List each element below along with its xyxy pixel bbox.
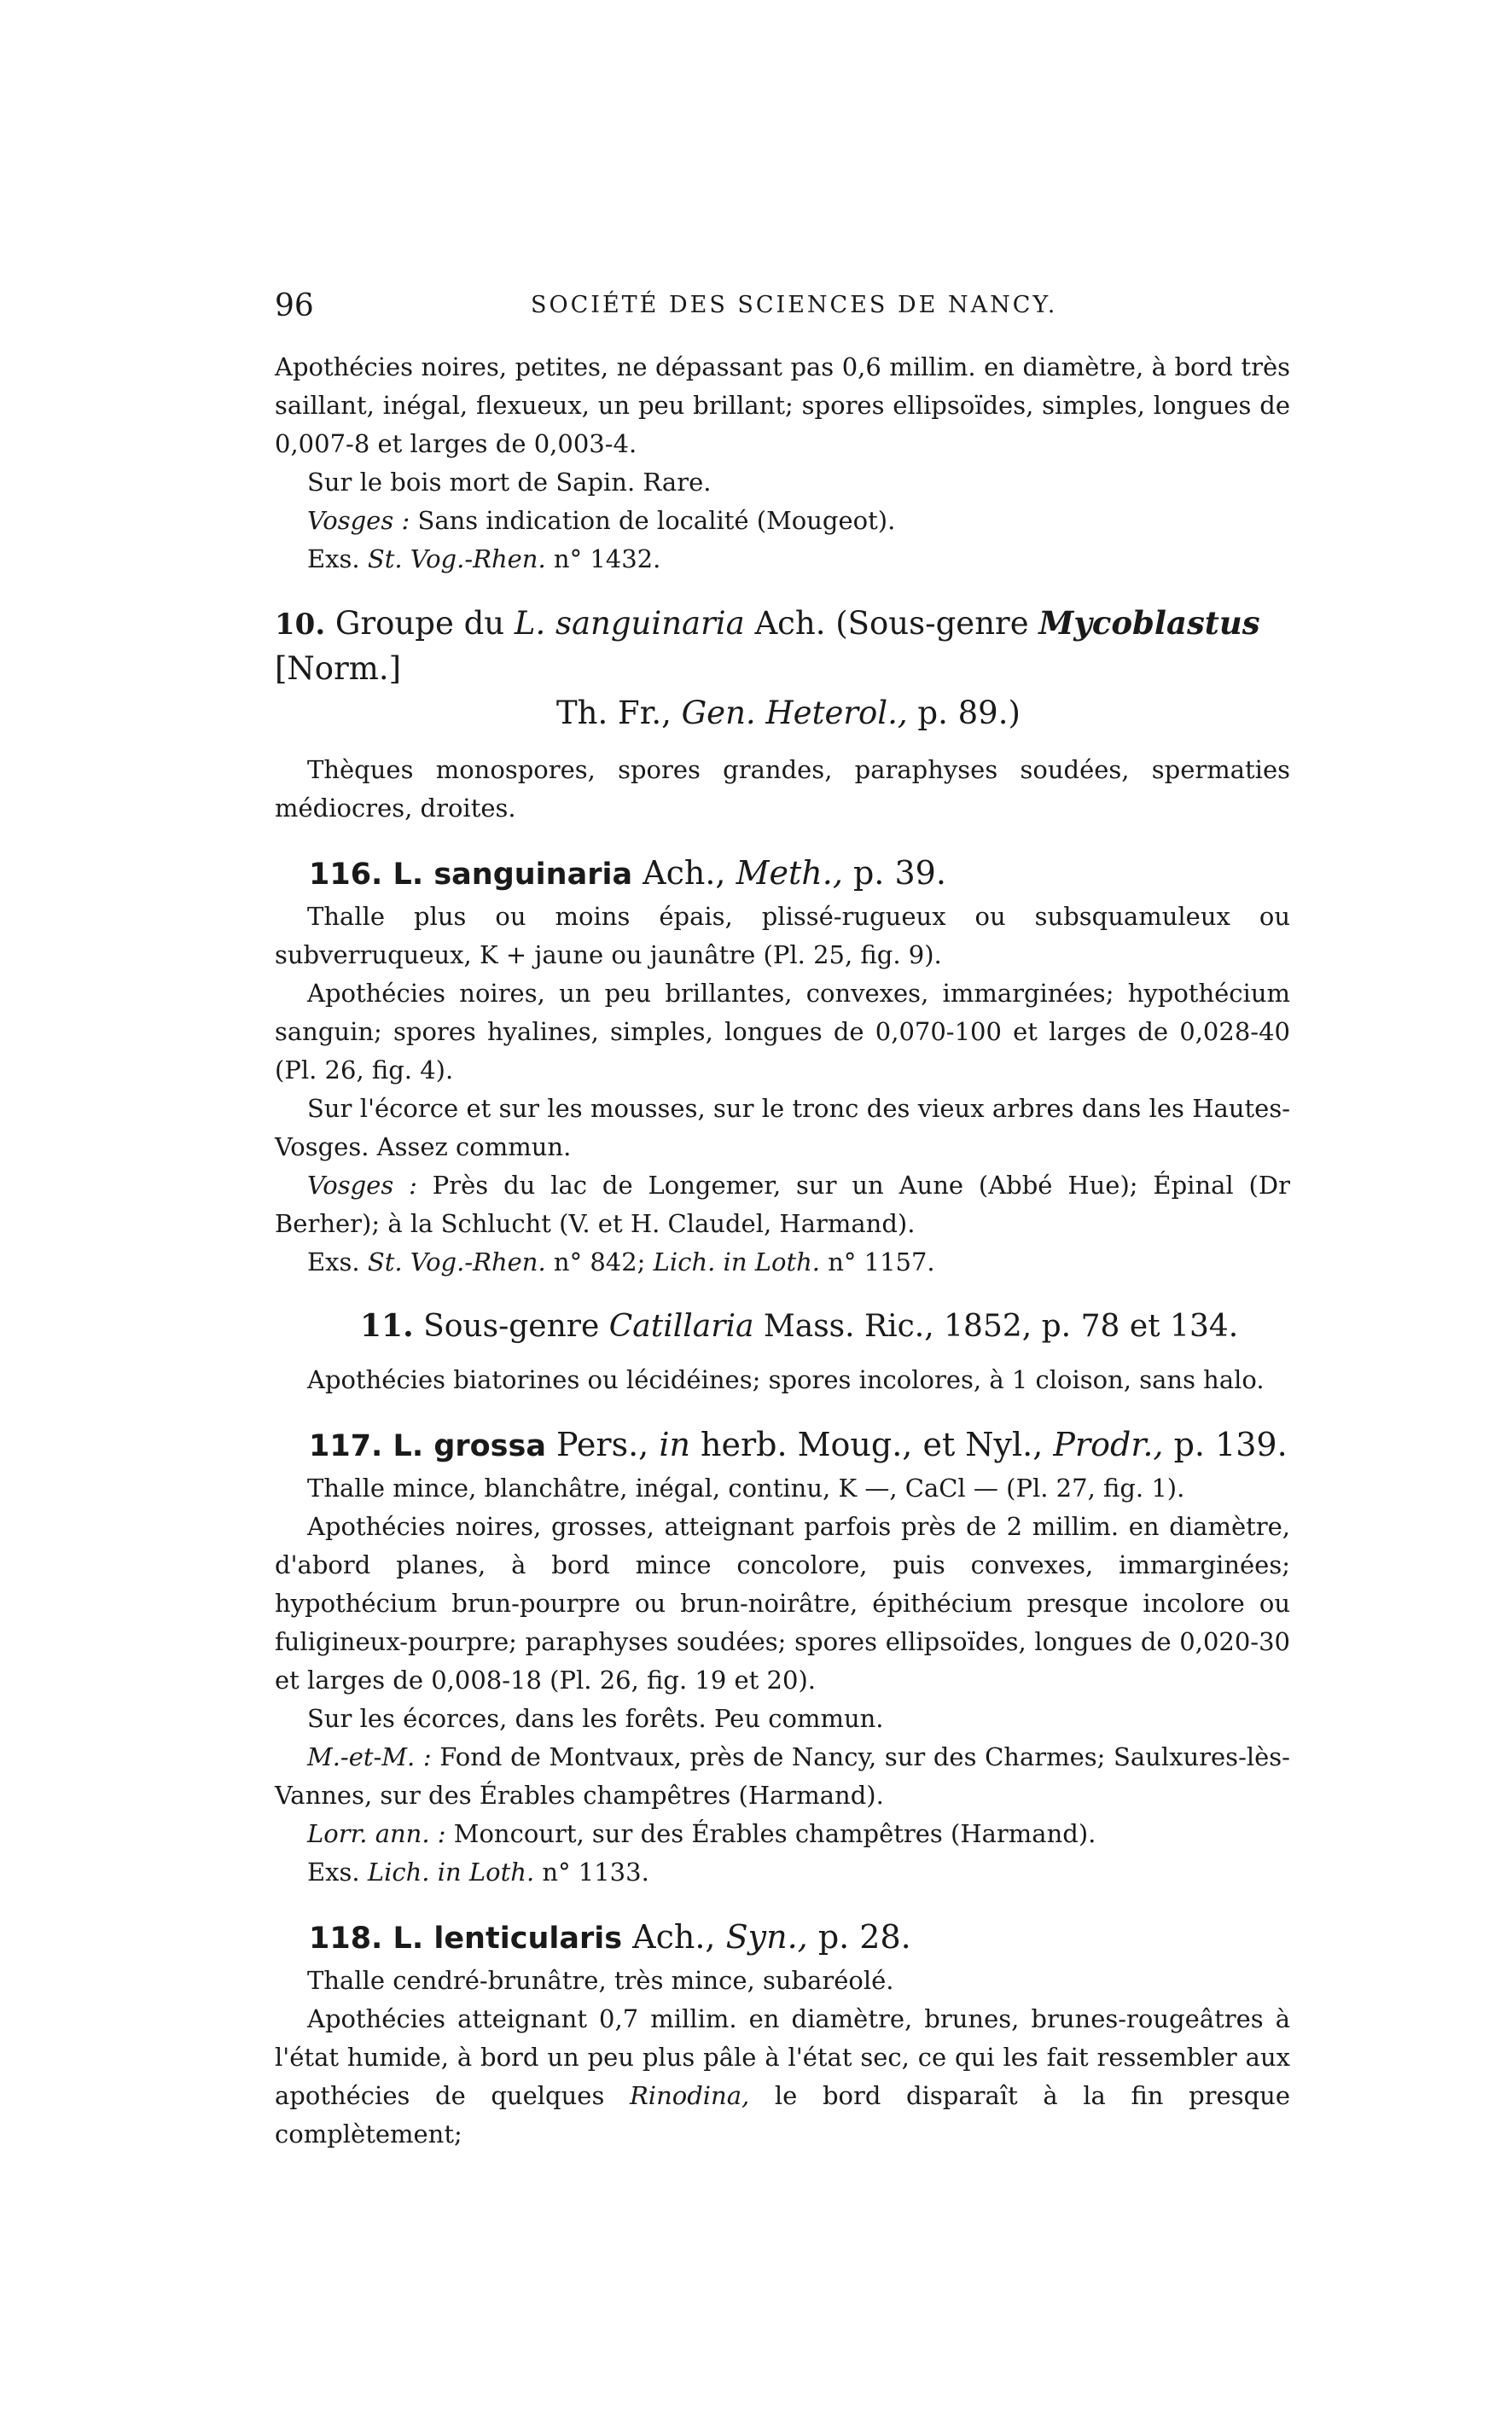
section-10-heading-cont bbox=[275, 691, 1290, 736]
species-ref: Meth., bbox=[736, 854, 843, 892]
genus-name: Rinodina, bbox=[629, 2081, 750, 2110]
locality-label: Vosges : bbox=[307, 506, 410, 535]
text-column bbox=[275, 348, 1290, 2154]
heading-text: Sous-genre bbox=[413, 1309, 609, 1344]
species-page: p. 28. bbox=[807, 1918, 911, 1956]
heading-ref: Gen. Heterol., bbox=[681, 695, 908, 731]
apothecia-text: Apothécies atteignant 0,7 millim. en diamètre, brunes, brunes-rougeâtres à l'état humide, à bord un peu plus pâle à l'état sec, ce qui les fait ressembler aux apothécies de quelques bbox=[275, 2004, 1290, 2110]
heading-text: [Norm.] bbox=[275, 650, 402, 687]
species-author: Pers., bbox=[545, 1426, 660, 1463]
section-11-description: Apothécies biatorines ou lécidéines; spores incolores, à 1 cloison, sans halo. bbox=[307, 1365, 1265, 1394]
species-author: Ach., bbox=[632, 854, 736, 892]
heading-text: p. 89.) bbox=[907, 695, 1021, 731]
exs-title: St. Vog.-Rhen. bbox=[367, 1247, 546, 1276]
exs-prefix: Exs. bbox=[307, 1858, 368, 1887]
heading-taxon: L. sanguinaria bbox=[514, 605, 745, 642]
species-name: 118. L. lenticularis bbox=[309, 1922, 623, 1956]
heading-text: Groupe du bbox=[325, 605, 515, 642]
exs-title: Lich. in Loth. bbox=[367, 1858, 535, 1887]
heading-text: Mass. Ric., 1852, p. 78 et 134. bbox=[753, 1309, 1239, 1344]
species-name: 116. L. sanguinaria bbox=[309, 858, 633, 892]
species-page: p. 139. bbox=[1163, 1426, 1288, 1463]
section-number: 10. bbox=[275, 608, 326, 642]
species-117-apothecia: Apothécies noires, grosses, atteignant parfois près de 2 millim. en diamètre, d'abord planes, à bord mince concolore, puis convexes, immarginées; hypothécium brun-pourpre ou brun-noirâtre, épithécium presque incolore ou fuligineux-pourpre; paraphyses soudées; spores ellipsoïdes, longues de 0,020-30 et larges de 0,008-18 (Pl. 26, fig. 19 et 20). bbox=[275, 1512, 1290, 1695]
page-number: 96 bbox=[275, 288, 314, 323]
species-name: 117. L. grossa bbox=[309, 1429, 546, 1463]
heading-text: Ach. (Sous-genre bbox=[744, 605, 1039, 642]
intro-exsiccata bbox=[275, 540, 1290, 579]
species-author: Ach., bbox=[622, 1918, 726, 1956]
locality-text: Près du lac de Longemer, sur un Aune (Abbé Hue); Épinal (Dr Berher); à la Schlucht (V. et H. Claudel, Harmand). bbox=[275, 1171, 1290, 1238]
exs-prefix: Exs. bbox=[307, 544, 368, 573]
section-10-description: Thèques monospores, spores grandes, paraphyses soudées, spermaties médiocres, droites. bbox=[275, 755, 1290, 823]
species-116-apothecia: Apothécies noires, un peu brillantes, convexes, immarginées; hypothécium sanguin; spores hyalines, simples, longues de 0,070-100 et larges de 0,028-40 (Pl. 26, fig. 4). bbox=[275, 979, 1290, 1084]
locality-text: Moncourt, sur des Érables champêtres (Harmand). bbox=[445, 1819, 1096, 1848]
species-117-exsiccata bbox=[275, 1853, 1290, 1892]
intro-locality bbox=[275, 502, 1290, 540]
species-117-thallus: Thalle mince, blanchâtre, inégal, continu, K —, CaCl — (Pl. 27, fig. 1). bbox=[307, 1474, 1185, 1503]
species-118-thallus: Thalle cendré-brunâtre, très mince, subaréolé. bbox=[307, 1966, 894, 1995]
species-author: herb. Moug., et Nyl., bbox=[689, 1426, 1054, 1463]
species-ref: in bbox=[659, 1426, 690, 1463]
species-ref: Prodr., bbox=[1053, 1426, 1164, 1463]
locality-label: M.-et-M. : bbox=[307, 1742, 432, 1771]
exs-number: n° 1157. bbox=[820, 1247, 935, 1276]
species-116-thallus: Thalle plus ou moins épais, plissé-rugueux ou subsquamuleux ou subverruqueux, K + jaune ou jaunâtre (Pl. 25, fig. 9). bbox=[275, 902, 1290, 969]
exs-number: n° 1133. bbox=[534, 1858, 649, 1887]
species-117-localities-lorr bbox=[275, 1815, 1290, 1853]
heading-subgenus: Mycoblastus bbox=[1038, 604, 1260, 642]
locality-text: Fond de Montvaux, près de Nancy, sur des Charmes; Saulxures-lès-Vannes, sur des Érables champêtres (Harmand). bbox=[275, 1742, 1290, 1810]
exs-title: Lich. in Loth. bbox=[653, 1247, 820, 1276]
page-header bbox=[275, 288, 1290, 331]
species-116-habitat: Sur l'écorce et sur les mousses, sur le tronc des vieux arbres dans les Hautes-Vosges. Assez commun. bbox=[275, 1094, 1290, 1161]
species-page: p. 39. bbox=[842, 854, 946, 892]
intro-habitat: Sur le bois mort de Sapin. Rare. bbox=[307, 468, 712, 497]
species-117-habitat: Sur les écorces, dans les forêts. Peu commun. bbox=[307, 1704, 884, 1733]
species-116-heading bbox=[275, 850, 1290, 898]
section-10-heading bbox=[275, 601, 1290, 691]
species-117-heading bbox=[275, 1422, 1290, 1469]
species-118-apothecia bbox=[275, 2000, 1290, 2154]
species-117-localities-mm bbox=[275, 1738, 1290, 1815]
heading-subgenus: Catillaria bbox=[608, 1309, 754, 1344]
exs-number: n° 1432. bbox=[545, 544, 661, 573]
intro-paragraph: Apothécies noires, petites, ne dépassant pas 0,6 millim. en diamètre, à bord très saillant, inégal, flexueux, un peu brillant; spores ellipsoïdes, simples, longues de 0,007-8 et larges de 0,003-4. bbox=[275, 352, 1290, 458]
species-118-heading bbox=[275, 1914, 1290, 1962]
locality-text: Sans indication de localité (Mougeot). bbox=[410, 506, 896, 535]
species-116-localities bbox=[275, 1166, 1290, 1243]
running-title: SOCIÉTÉ DES SCIENCES DE NANCY. bbox=[531, 292, 1058, 318]
exs-number: n° 842; bbox=[545, 1247, 654, 1276]
locality-label: Lorr. ann. : bbox=[307, 1819, 446, 1848]
heading-text: Th. Fr., bbox=[556, 695, 682, 731]
exs-title: St. Vog.-Rhen. bbox=[367, 544, 546, 573]
section-number: 11. bbox=[360, 1308, 414, 1344]
species-ref: Syn., bbox=[725, 1918, 808, 1956]
species-116-exsiccata bbox=[275, 1243, 1290, 1282]
exs-prefix: Exs. bbox=[307, 1247, 368, 1276]
locality-label: Vosges : bbox=[307, 1171, 417, 1200]
section-11-heading bbox=[275, 1304, 1290, 1349]
apothecia-text: le bord disparaît à la fin presque complètement; bbox=[275, 2081, 1290, 2149]
